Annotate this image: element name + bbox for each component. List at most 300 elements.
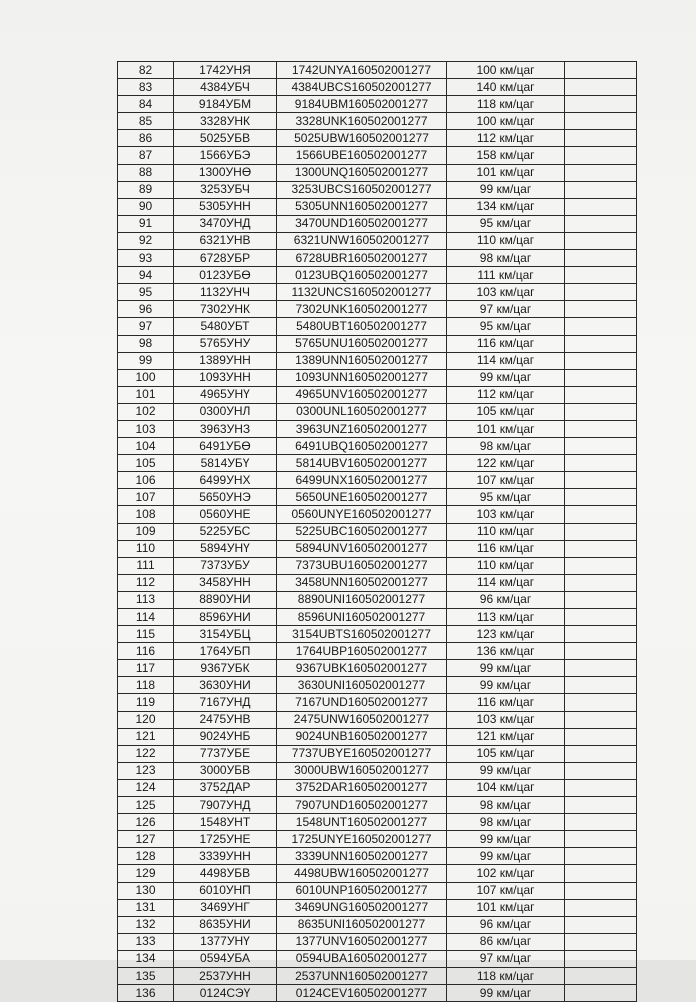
table-row (118, 557, 637, 574)
table-row (118, 267, 637, 284)
speed-cell: 101 км/цаг (447, 164, 565, 181)
note-cell (565, 711, 637, 728)
record-code-cell: 6491UBQ160502001277 (277, 438, 447, 455)
record-code-cell: 9367UBK160502001277 (277, 660, 447, 677)
record-code-cell: 8635UNI160502001277 (277, 916, 447, 933)
table-row (118, 728, 637, 745)
record-code-cell: 1742UNYA160502001277 (277, 62, 447, 79)
speed-cell: 111 км/цаг (447, 267, 565, 284)
record-code-cell: 3328UNK160502001277 (277, 113, 447, 130)
plate-number-cell: 5650УНЭ (174, 489, 277, 506)
record-code-cell: 1389UNN160502001277 (277, 352, 447, 369)
table-row (118, 79, 637, 96)
note-cell (565, 643, 637, 660)
record-code-cell: 7302UNK160502001277 (277, 301, 447, 318)
plate-number-cell: 5305УНН (174, 198, 277, 215)
plate-number-cell: 1300УНӨ (174, 164, 277, 181)
speed-cell: 98 км/цаг (447, 250, 565, 267)
row-number-cell: 93 (118, 250, 174, 267)
table-row (118, 386, 637, 403)
plate-number-cell: 7302УНК (174, 301, 277, 318)
record-code-cell: 3458UNN160502001277 (277, 574, 447, 591)
table-row (118, 643, 637, 660)
speed-cell: 116 км/цаг (447, 335, 565, 352)
note-cell (565, 489, 637, 506)
speed-cell: 99 км/цаг (447, 985, 565, 1002)
note-cell (565, 591, 637, 608)
record-code-cell: 1725UNYE160502001277 (277, 831, 447, 848)
note-cell (565, 369, 637, 386)
plate-number-cell: 7737УБЕ (174, 745, 277, 762)
row-number-cell: 103 (118, 420, 174, 437)
table-row (118, 899, 637, 916)
note-cell (565, 967, 637, 984)
plate-number-cell: 1548УНТ (174, 814, 277, 831)
speed-cell: 103 км/цаг (447, 506, 565, 523)
plate-number-cell: 6010УНП (174, 882, 277, 899)
table-row (118, 489, 637, 506)
row-number-cell: 113 (118, 591, 174, 608)
row-number-cell: 126 (118, 814, 174, 831)
table-row (118, 848, 637, 865)
speed-cell: 116 км/цаг (447, 694, 565, 711)
table-row (118, 831, 637, 848)
speed-cell: 136 км/цаг (447, 643, 565, 660)
note-cell (565, 779, 637, 796)
speed-cell: 118 км/цаг (447, 96, 565, 113)
table-row (118, 130, 637, 147)
record-code-cell: 9184UBM160502001277 (277, 96, 447, 113)
speed-cell: 95 км/цаг (447, 489, 565, 506)
row-number-cell: 132 (118, 916, 174, 933)
row-number-cell: 86 (118, 130, 174, 147)
row-number-cell: 99 (118, 352, 174, 369)
note-cell (565, 62, 637, 79)
record-code-cell: 5894UNV160502001277 (277, 540, 447, 557)
row-number-cell: 95 (118, 284, 174, 301)
speed-cell: 105 км/цаг (447, 745, 565, 762)
speed-cell: 118 км/цаг (447, 967, 565, 984)
row-number-cell: 117 (118, 660, 174, 677)
record-code-cell: 6728UBR160502001277 (277, 250, 447, 267)
note-cell (565, 267, 637, 284)
table-row (118, 472, 637, 489)
record-code-cell: 3630UNI160502001277 (277, 677, 447, 694)
plate-number-cell: 4384УБЧ (174, 79, 277, 96)
row-number-cell: 122 (118, 745, 174, 762)
row-number-cell: 136 (118, 985, 174, 1002)
speed-cell: 100 км/цаг (447, 113, 565, 130)
table-row (118, 369, 637, 386)
plate-number-cell: 8596УНИ (174, 609, 277, 626)
speed-cell: 107 км/цаг (447, 882, 565, 899)
plate-number-cell: 3154УБЦ (174, 626, 277, 643)
note-cell (565, 933, 637, 950)
speed-cell: 122 км/цаг (447, 455, 565, 472)
plate-number-cell: 2537УНН (174, 967, 277, 984)
note-cell (565, 831, 637, 848)
row-number-cell: 127 (118, 831, 174, 848)
speed-cell: 101 км/цаг (447, 899, 565, 916)
record-code-cell: 8596UNI160502001277 (277, 609, 447, 626)
record-code-cell: 0560UNYE160502001277 (277, 506, 447, 523)
row-number-cell: 129 (118, 865, 174, 882)
speed-cell: 114 км/цаг (447, 352, 565, 369)
plate-number-cell: 7167УНД (174, 694, 277, 711)
row-number-cell: 135 (118, 967, 174, 984)
plate-number-cell: 1742УНЯ (174, 62, 277, 79)
table-row (118, 250, 637, 267)
record-code-cell: 5765UNU160502001277 (277, 335, 447, 352)
row-number-cell: 82 (118, 62, 174, 79)
plate-number-cell: 1389УНН (174, 352, 277, 369)
plate-number-cell: 0123УБӨ (174, 267, 277, 284)
row-number-cell: 134 (118, 950, 174, 967)
row-number-cell: 105 (118, 455, 174, 472)
record-code-cell: 0124CEV160502001277 (277, 985, 447, 1002)
note-cell (565, 626, 637, 643)
record-code-cell: 3470UND160502001277 (277, 215, 447, 232)
note-cell (565, 574, 637, 591)
table-row (118, 523, 637, 540)
speed-cell: 110 км/цаг (447, 523, 565, 540)
table-row (118, 967, 637, 984)
note-cell (565, 728, 637, 745)
speed-cell: 99 км/цаг (447, 660, 565, 677)
speed-cell: 99 км/цаг (447, 762, 565, 779)
record-code-cell: 0594UBA160502001277 (277, 950, 447, 967)
plate-number-cell: 3458УНН (174, 574, 277, 591)
note-cell (565, 130, 637, 147)
speed-cell: 158 км/цаг (447, 147, 565, 164)
record-code-cell: 1764UBP160502001277 (277, 643, 447, 660)
speed-cell: 110 км/цаг (447, 232, 565, 249)
record-code-cell: 1093UNN160502001277 (277, 369, 447, 386)
table-row (118, 403, 637, 420)
plate-number-cell: 5765УНУ (174, 335, 277, 352)
plate-number-cell: 1764УБП (174, 643, 277, 660)
note-cell (565, 420, 637, 437)
speed-cell: 113 км/цаг (447, 609, 565, 626)
note-cell (565, 164, 637, 181)
table-row (118, 147, 637, 164)
row-number-cell: 98 (118, 335, 174, 352)
plate-number-cell: 3253УБЧ (174, 181, 277, 198)
plate-number-cell: 3752ДАР (174, 779, 277, 796)
note-cell (565, 557, 637, 574)
note-cell (565, 301, 637, 318)
table-row (118, 814, 637, 831)
note-cell (565, 181, 637, 198)
table-row (118, 797, 637, 814)
record-code-cell: 3752DAR160502001277 (277, 779, 447, 796)
row-number-cell: 119 (118, 694, 174, 711)
speed-violation-table (117, 61, 637, 1002)
record-code-cell: 6321UNW160502001277 (277, 232, 447, 249)
table-row (118, 420, 637, 437)
note-cell (565, 950, 637, 967)
speed-cell: 96 км/цаг (447, 916, 565, 933)
speed-cell: 96 км/цаг (447, 591, 565, 608)
table-row (118, 745, 637, 762)
record-code-cell: 1377UNV160502001277 (277, 933, 447, 950)
row-number-cell: 116 (118, 643, 174, 660)
note-cell (565, 455, 637, 472)
table-row (118, 318, 637, 335)
table-row (118, 933, 637, 950)
plate-number-cell: 1566УБЭ (174, 147, 277, 164)
record-code-cell: 9024UNB160502001277 (277, 728, 447, 745)
record-code-cell: 3253UBCS160502001277 (277, 181, 447, 198)
plate-number-cell: 3000УБВ (174, 762, 277, 779)
speed-cell: 112 км/цаг (447, 130, 565, 147)
row-number-cell: 111 (118, 557, 174, 574)
note-cell (565, 540, 637, 557)
speed-cell: 99 км/цаг (447, 181, 565, 198)
plate-number-cell: 9184УБМ (174, 96, 277, 113)
record-code-cell: 5480UBT160502001277 (277, 318, 447, 335)
plate-number-cell: 3963УНЗ (174, 420, 277, 437)
row-number-cell: 106 (118, 472, 174, 489)
table-row (118, 540, 637, 557)
speed-cell: 99 км/цаг (447, 831, 565, 848)
note-cell (565, 147, 637, 164)
row-number-cell: 133 (118, 933, 174, 950)
plate-number-cell: 3470УНД (174, 215, 277, 232)
record-code-cell: 6499UNX160502001277 (277, 472, 447, 489)
row-number-cell: 97 (118, 318, 174, 335)
row-number-cell: 120 (118, 711, 174, 728)
plate-number-cell: 7907УНД (174, 797, 277, 814)
record-code-cell: 6010UNP160502001277 (277, 882, 447, 899)
record-code-cell: 5650UNE160502001277 (277, 489, 447, 506)
record-code-cell: 0123UBQ160502001277 (277, 267, 447, 284)
record-code-cell: 7167UND160502001277 (277, 694, 447, 711)
speed-cell: 110 км/цаг (447, 557, 565, 574)
plate-number-cell: 6728УБР (174, 250, 277, 267)
row-number-cell: 121 (118, 728, 174, 745)
note-cell (565, 438, 637, 455)
note-cell (565, 506, 637, 523)
row-number-cell: 131 (118, 899, 174, 916)
row-number-cell: 114 (118, 609, 174, 626)
table-row (118, 985, 637, 1002)
record-code-cell: 4965UNV160502001277 (277, 386, 447, 403)
record-code-cell: 1548UNT160502001277 (277, 814, 447, 831)
speed-cell: 99 км/цаг (447, 677, 565, 694)
row-number-cell: 94 (118, 267, 174, 284)
table-row (118, 882, 637, 899)
note-cell (565, 882, 637, 899)
plate-number-cell: 5025УБВ (174, 130, 277, 147)
row-number-cell: 100 (118, 369, 174, 386)
record-code-cell: 7907UND160502001277 (277, 797, 447, 814)
table-row (118, 164, 637, 181)
row-number-cell: 130 (118, 882, 174, 899)
table-row (118, 215, 637, 232)
row-number-cell: 84 (118, 96, 174, 113)
note-cell (565, 96, 637, 113)
speed-cell: 97 км/цаг (447, 301, 565, 318)
plate-number-cell: 8890УНИ (174, 591, 277, 608)
table-row (118, 694, 637, 711)
note-cell (565, 899, 637, 916)
note-cell (565, 797, 637, 814)
speed-cell: 140 км/цаг (447, 79, 565, 96)
note-cell (565, 609, 637, 626)
plate-number-cell: 5480УБТ (174, 318, 277, 335)
row-number-cell: 128 (118, 848, 174, 865)
plate-number-cell: 0124СЭҮ (174, 985, 277, 1002)
note-cell (565, 762, 637, 779)
note-cell (565, 694, 637, 711)
record-code-cell: 2537UNN160502001277 (277, 967, 447, 984)
note-cell (565, 865, 637, 882)
table-row (118, 677, 637, 694)
speed-cell: 103 км/цаг (447, 711, 565, 728)
note-cell (565, 677, 637, 694)
row-number-cell: 102 (118, 403, 174, 420)
row-number-cell: 118 (118, 677, 174, 694)
note-cell (565, 660, 637, 677)
note-cell (565, 985, 637, 1002)
table-row (118, 181, 637, 198)
plate-number-cell: 0594УБА (174, 950, 277, 967)
speed-cell: 99 км/цаг (447, 369, 565, 386)
table-row (118, 574, 637, 591)
row-number-cell: 124 (118, 779, 174, 796)
note-cell (565, 215, 637, 232)
note-cell (565, 232, 637, 249)
row-number-cell: 115 (118, 626, 174, 643)
row-number-cell: 96 (118, 301, 174, 318)
row-number-cell: 90 (118, 198, 174, 215)
plate-number-cell: 6321УНВ (174, 232, 277, 249)
note-cell (565, 472, 637, 489)
plate-number-cell: 3328УНК (174, 113, 277, 130)
table-row (118, 284, 637, 301)
plate-number-cell: 2475УНВ (174, 711, 277, 728)
table-row (118, 916, 637, 933)
plate-number-cell: 1132УНЧ (174, 284, 277, 301)
note-cell (565, 250, 637, 267)
record-code-cell: 3154UBTS160502001277 (277, 626, 447, 643)
plate-number-cell: 8635УНИ (174, 916, 277, 933)
record-code-cell: 1300UNQ160502001277 (277, 164, 447, 181)
table-row (118, 438, 637, 455)
note-cell (565, 403, 637, 420)
table-row (118, 335, 637, 352)
plate-number-cell: 1093УНН (174, 369, 277, 386)
plate-number-cell: 5225УБС (174, 523, 277, 540)
speed-cell: 107 км/цаг (447, 472, 565, 489)
table-row (118, 711, 637, 728)
note-cell (565, 523, 637, 540)
table-row (118, 950, 637, 967)
row-number-cell: 89 (118, 181, 174, 198)
speed-cell: 104 км/цаг (447, 779, 565, 796)
plate-number-cell: 6491УБӨ (174, 438, 277, 455)
note-cell (565, 79, 637, 96)
table-row (118, 660, 637, 677)
record-code-cell: 5814UBV160502001277 (277, 455, 447, 472)
table-row (118, 232, 637, 249)
plate-number-cell: 7373УБУ (174, 557, 277, 574)
note-cell (565, 745, 637, 762)
table-row (118, 626, 637, 643)
row-number-cell: 108 (118, 506, 174, 523)
note-cell (565, 113, 637, 130)
record-code-cell: 4384UBCS160502001277 (277, 79, 447, 96)
speed-cell: 97 км/цаг (447, 950, 565, 967)
table-row (118, 455, 637, 472)
record-code-cell: 3339UNN160502001277 (277, 848, 447, 865)
row-number-cell: 87 (118, 147, 174, 164)
plate-number-cell: 5814УБҮ (174, 455, 277, 472)
note-cell (565, 916, 637, 933)
note-cell (565, 284, 637, 301)
speed-cell: 121 км/цаг (447, 728, 565, 745)
speed-cell: 100 км/цаг (447, 62, 565, 79)
row-number-cell: 91 (118, 215, 174, 232)
plate-number-cell: 4498УБВ (174, 865, 277, 882)
table-row (118, 198, 637, 215)
plate-number-cell: 1725УНЕ (174, 831, 277, 848)
note-cell (565, 814, 637, 831)
plate-number-cell: 9024УНБ (174, 728, 277, 745)
table-row (118, 96, 637, 113)
record-code-cell: 3000UBW160502001277 (277, 762, 447, 779)
speed-cell: 102 км/цаг (447, 865, 565, 882)
plate-number-cell: 3469УНГ (174, 899, 277, 916)
row-number-cell: 107 (118, 489, 174, 506)
record-code-cell: 5305UNN160502001277 (277, 198, 447, 215)
record-code-cell: 8890UNI160502001277 (277, 591, 447, 608)
speed-cell: 123 км/цаг (447, 626, 565, 643)
record-code-cell: 3963UNZ160502001277 (277, 420, 447, 437)
table-row (118, 352, 637, 369)
record-code-cell: 0300UNL160502001277 (277, 403, 447, 420)
row-number-cell: 88 (118, 164, 174, 181)
row-number-cell: 92 (118, 232, 174, 249)
table-row (118, 301, 637, 318)
speed-cell: 116 км/цаг (447, 540, 565, 557)
note-cell (565, 848, 637, 865)
table-row (118, 62, 637, 79)
row-number-cell: 101 (118, 386, 174, 403)
note-cell (565, 352, 637, 369)
row-number-cell: 104 (118, 438, 174, 455)
speed-cell: 103 км/цаг (447, 284, 565, 301)
record-code-cell: 1132UNCS160502001277 (277, 284, 447, 301)
row-number-cell: 123 (118, 762, 174, 779)
speed-cell: 101 км/цаг (447, 420, 565, 437)
plate-number-cell: 1377УНҮ (174, 933, 277, 950)
table-row (118, 609, 637, 626)
note-cell (565, 386, 637, 403)
speed-cell: 95 км/цаг (447, 318, 565, 335)
note-cell (565, 318, 637, 335)
table-row (118, 865, 637, 882)
plate-number-cell: 3630УНИ (174, 677, 277, 694)
speed-cell: 112 км/цаг (447, 386, 565, 403)
speed-cell: 114 км/цаг (447, 574, 565, 591)
table-row (118, 762, 637, 779)
speed-cell: 99 км/цаг (447, 848, 565, 865)
row-number-cell: 109 (118, 523, 174, 540)
table-row (118, 506, 637, 523)
record-code-cell: 7737UBYE160502001277 (277, 745, 447, 762)
